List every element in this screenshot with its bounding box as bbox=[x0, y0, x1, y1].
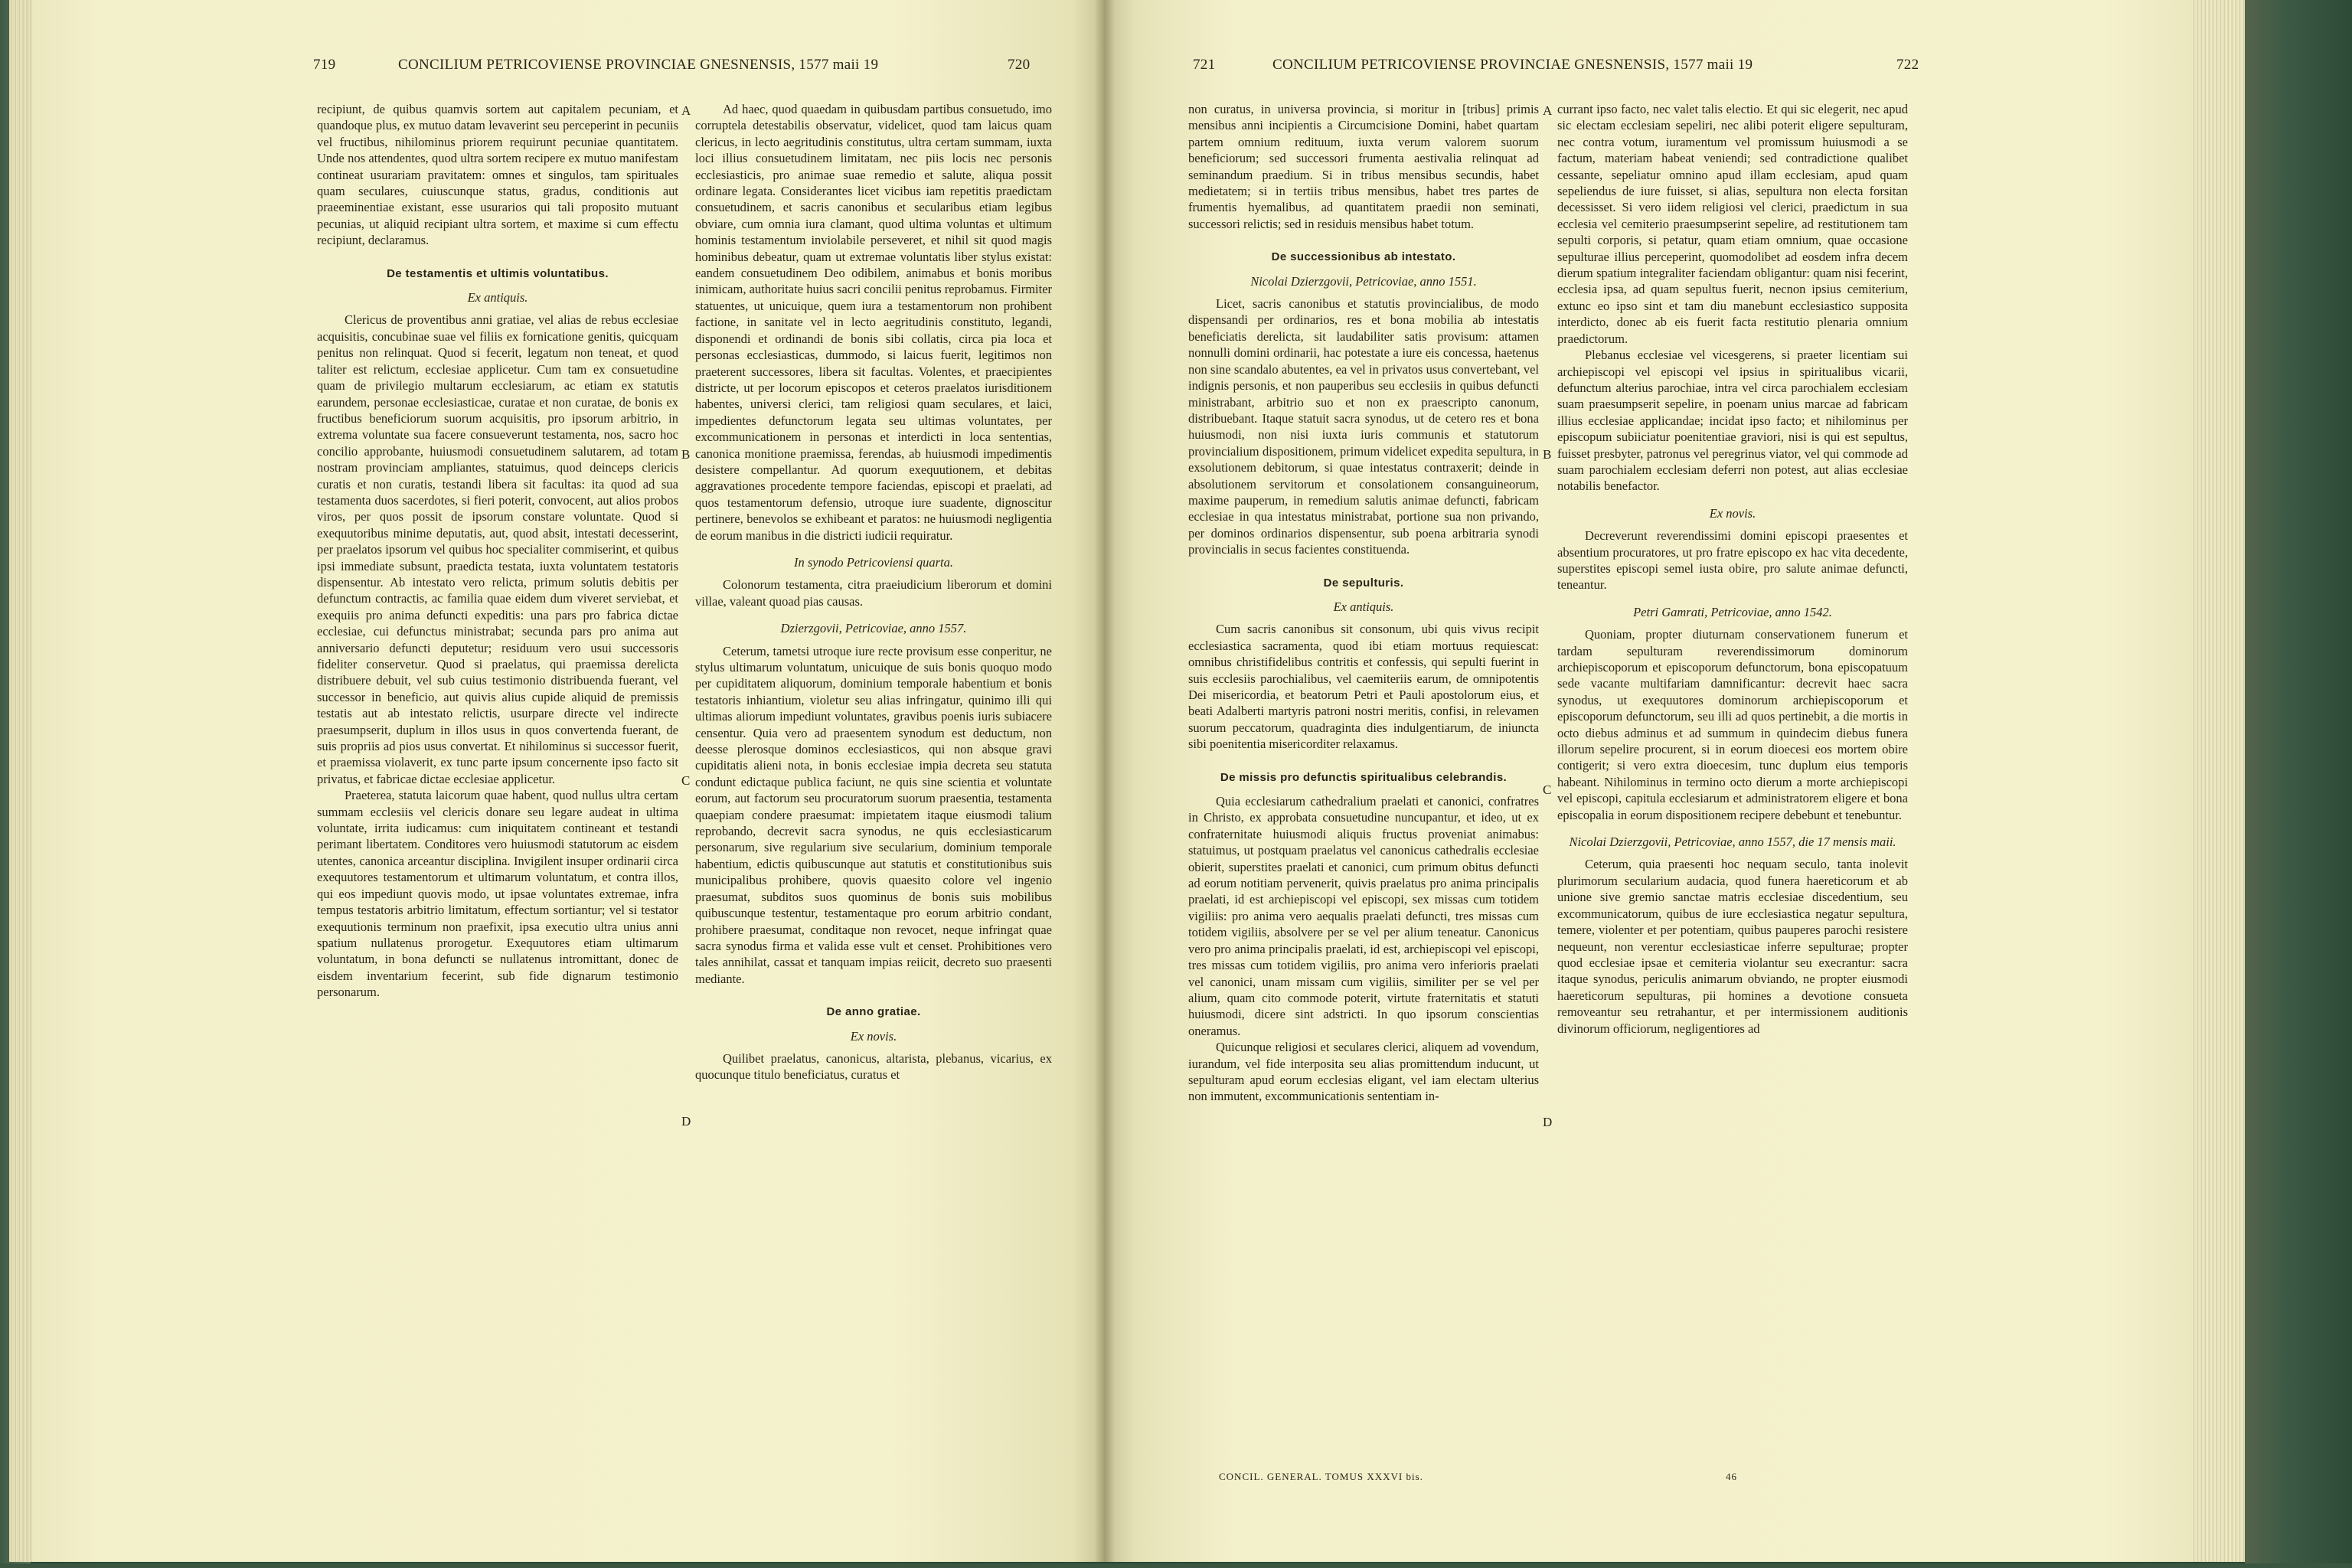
page-number-720: 720 bbox=[1008, 57, 1031, 73]
margin-letter-c: C bbox=[681, 773, 691, 788]
page-number-719: 719 bbox=[313, 57, 336, 73]
section-heading: De successionibus ab intestato. bbox=[1271, 250, 1456, 264]
paragraph: Ceterum, tametsi utroque iure recte provisum esse conperitur, ne stylus ultimarum voluntatum, unicuique de suis bonis quoquo modo per cupiditatem aliquorum, dominium temporale habentium et bonis testatoris inhiantium, violetur seu alias infringatur, quinimo illi qui ultimas aliorum impediunt voluntates, gravibus poenis iuris subiacere censentur. Quia vero ad praesentem synodum est deductum, non deesse plerosque dominos ecclesiasticos, qui non absque gravi cupiditatis alieni nota, in bonis ecclesiae impia decreta seu statuta condunt edictaque publica faciunt, ne quis sine scientia et voluntate eorum, aut factorum seu procuratorum suorum praesentia, testamenta quaepiam condere praesumat: impietatem itaque eiusmodi talium reprobando, decrevit sacra synodus, ne quis ecclesiasticarum personarum, sive regularium sive secularium, dominium temporale habentium, edictis quibuscunque aut statutis et constitutionibus suis municipalibus prohibere, quovis quaesito colore vel ingenio praesumat, subditos suos quominus de bonis suis mobilibus quibuscunque testentur, testamentaque pro eorum arbitrio condant, prohibere praesumat, conditaque non revocet, neque infringat quae sacra synodus firma et valida esse vult et censet. Prohibitiones vero tales annihilat, cassat et tanquam impias reiicit, decreto suo praesenti mediante. bbox=[695, 643, 1052, 986]
running-title-right: CONCILIUM PETRICOVIENSE PROVINCIAE GNESNENSIS, 1577 maii 19 bbox=[1272, 57, 1753, 73]
margin-letter-d: D bbox=[681, 1114, 691, 1129]
paragraph: Decreverunt reverendissimi domini episcopi praesentes et absentium procuratores, ut pro fratre episcopo ex hac vita decedente, superstites episcopi semel iusta obire, pro salute animae defuncti, teneantur. bbox=[1557, 528, 1908, 593]
margin-letter-b: B bbox=[1543, 447, 1552, 462]
margin-letter-c: C bbox=[1543, 782, 1552, 797]
column-721 bbox=[1188, 101, 1539, 1105]
scanner-background-right bbox=[2245, 0, 2352, 1568]
column-720 bbox=[695, 101, 1052, 1083]
section-heading: De missis pro defunctis spiritualibus celebrandis. bbox=[1220, 770, 1508, 784]
page-edges-left bbox=[9, 0, 32, 1562]
paragraph: recipiunt, de quibus quamvis sortem aut capitalem pecuniam, et quandoque plus, ex mutuo datam levaverint seu perceperint in pecuniis vel fructibus, nihilominus priorem requirunt pecuniae quantitatem. Unde nos attendentes, quod ultra sortem recipere ex mutuo manifestam contineat usurariam pravitatem: omnes et singulos, tam spirituales quam seculares, cuiuscunque status, gradus, conditionis aut praeeminentiae existant, esse usurarios qui tali proposito mutuant pecunias, ut aliquid recipiant ultra sortem, et maxime si cum effectu recipiunt, declaramus. bbox=[317, 102, 678, 248]
paragraph: non curatus, in universa provincia, si moritur in [tribus] primis mensibus anni incipientis a Circumcisione Domini, habet quartam partem omnium redituum, iuxta verum valorem suorum beneficiorum; sed successori frumenta aestivalia relinquat ad seminandum praedium. Si in tribus mensibus secundis, habet medietatem; si in tertiis tribus mensibus, habet tres partes de frumentis hyemalibus, ad quantitatem praedii non seminati, successori relictis; sed in residuis mensibus habet totum. bbox=[1188, 102, 1539, 231]
section-subheading: Dzierzgovii, Petricoviae, anno 1557. bbox=[780, 621, 967, 636]
paragraph: Ceterum, quia praesenti hoc nequam seculo, tanta inolevit plurimorum secularium audacia, quod funera haereticorum et ab unione sive gremio sanctae matris ecclesiae discedentium, seu excommunicatorum, quibus de iure ecclesiastica negatur sepultura, temere, violenter et per potentiam, quibus pauperes parochi resistere nequeunt, non verentur ecclesiasticae inferre sepulturae; propter quod ecclesiae ipsae et cemiteria violantur seu execrantur: sacra itaque synodus, periculis animarum obviando, ne propter eiusmodi haereticorum sepulturas, pii homines a devotione consueta removeantur seu retrahantur, et per intermissionem auditionis divinorum officiorum, negligentiores ad bbox=[1557, 857, 1908, 1036]
column-722 bbox=[1557, 101, 1908, 1037]
margin-letter-b: B bbox=[681, 447, 691, 462]
section-heading: De sepulturis. bbox=[1323, 576, 1404, 590]
paragraph: Quilibet praelatus, canonicus, altarista, plebanus, vicarius, ex quocunque titulo beneficiatus, curatus et bbox=[695, 1050, 1052, 1083]
section-subheading: In synodo Petricoviensi quarta. bbox=[793, 554, 954, 570]
book-gutter bbox=[1095, 0, 1115, 1562]
section-subheading: Ex novis. bbox=[850, 1028, 897, 1044]
footer-sheet-number: 46 bbox=[1726, 1471, 1737, 1482]
page-number-721: 721 bbox=[1193, 57, 1216, 73]
scanner-background-bottom bbox=[0, 1563, 2352, 1568]
paragraph: Quicunque religiosi et seculares clerici, aliquem ad vovendum, iurandum, vel fide interposita seu alias promittendum inducunt, ut sepulturam apud eorum ecclesias eligant, vel iam electam ulterius non immutent, excommunicationis sententiam in- bbox=[1188, 1040, 1539, 1104]
paragraph: Cum sacris canonibus sit consonum, ubi quis vivus recipit ecclesiastica sacramenta, quod ibi etiam mortuus requiescat: omnibus christifidelibus contritis et confessis, qui sepulti fuerint in suis ecclesiis parochialibus, vel caemiteriis earum, de omnipotentis Dei misericordia, et beatorum Petri et Pauli apostolorum eius, et beati Adalberti martyris patroni nostri meritis, confisi, in relevamen suorum peccatorum, quadraginta dies indulgentiarum, de iniuncta sibi poenitentia misericorditer relaxamus. bbox=[1188, 622, 1539, 752]
section-heading: De anno gratiae. bbox=[826, 1005, 921, 1019]
paragraph: Praeterea, statuta laicorum quae habent, quod nullus ultra certam summam ecclesiis vel clericis donare seu legare audeat in ultima voluntate, irrita iudicamus: cum iniquitatem contineant et testandi perimant libertatem. Conditores vero huiusmodi statutorum ac eisdem utentes, canonica arceantur disciplina. Invigilent insuper ordinarii circa exequutores testamentorum et ultimarum voluntatum, et contra illos, qui eos impediunt quovis modo, ut ipsae voluntates extremae, infra tempus testatoris arbitrio limitatum, effectum sortiantur; vel si testator exequutionis terminum non praefixit, ipsa executio ultra unius anni spatium nullatenus prorogetur. Exequutores etiam ultimarum voluntatum, in bona defuncti se nullatenus intromittant, donec de eisdem inventarium fecerint, sub fide dignarum testimonio personarum. bbox=[317, 788, 678, 1000]
section-heading: De testamentis et ultimis voluntatibus. bbox=[387, 266, 609, 280]
page-edges-right bbox=[2191, 0, 2245, 1562]
margin-letter-d: D bbox=[1543, 1115, 1553, 1129]
margin-letter-a: A bbox=[1543, 103, 1553, 118]
paragraph: Ad haec, quod quaedam in quibusdam partibus consuetudo, imo corruptela detestabilis observatur, videlicet, quod tam laicus quam clericus, in lecto aegritudinis constitutus, ultra certam summam, iuxta loci illius consuetudinem limitatam, nec piis locis nec personis ecclesiasticis, pro animae suae remedio et salute, aliqua possit ordinare legata. Considerantes licet vicibus iam repetitis praedictam consuetudinem, et sacris canonibus et secularibus etiam legibus obviare, cum omnia iura clamant, quod ultima voluntas et ultimum hominis testamentum inviolabile perseveret, et nihil sit quod magis hominibus debeatur, quam ut extremae voluntatis liber stylus existat: eandem consuetudinem Deo odibilem, animabus et bonis moribus inimicam, authoritate huius sacri concilii penitus reprobamus. Firmiter statuentes, ut unicuique, quem iura a testamentorum non prohibent factione, in sanitate vel in lecto aegritudinis constituto, legandi, disponendi et ordinandi de bonis sibi collatis, circa pia loca et personas ecclesiasticas, dummodo, si laicus fuerit, legitimos non praeterent successores, libera sit facultas. Volentes, et praecipientes districte, ut per locorum episcopos et ceteros praelatos iurisditionem habentes, universi clerici, tam religiosi quam seculares, et laici, impedientes defunctorum legata seu ultimas voluntates, per excommunicationem in personas et interdicti in loca sententias, canonica monitione praemissa, ferendas, ab huiusmodi impedimentis desistere compellantur. Ad quorum exequutionem, et debitas aggravationes procedente tempore faciendas, episcopi et praelati, ad quos testamentorum defensio, utroque iure suadente, dignoscitur pertinere, benevolos se exhibeant et paratos: ne huiusmodi negligentia de eorum manibus in die districti iudicii requiratur. bbox=[695, 102, 1053, 543]
section-subheading: Ex antiquis. bbox=[1333, 599, 1394, 614]
section-subheading: Ex novis. bbox=[1709, 505, 1756, 521]
paragraph: Clericus de proventibus anni gratiae, vel alias de rebus ecclesiae acquisitis, concubinae suae vel filiis ex fornicatione genitis, quicquam penitus non relinquat. Quod si fecerit, legatum non teneat, et quod taliter est relictum, ecclesiae applicetur. Cum tam ex consuetudine quam de privilegio multarum ecclesiarum, ac etiam ex statutis earundem, personae ecclesiasticae, curatae et non curatae, de bonis ex fructibus beneficiorum suorum acquisitis, pro ipsorum arbitrio, in extrema voluntate sua facere consueverunt testamenta, nos, sacro hoc concilio approbante, huiusmodi consuetudinem salutarem, ad totam nostram provinciam ampliantes, statuimus, quod deinceps clericis curatis et non curatis, testandi libera sit facultas: ita quod ad sua testamenta duos sacerdotes, si fieri poterit, convocent, aut alios probos viros, per quos possit de ipsorum constare voluntate. Quod si exequutoribus minime deputatis, aut, quod absit, intestati decesserint, per praelatos ipsorum vel quibus hoc specialiter commiserint, et quibus ipsi immediate subsunt, praedicta testata, iuxta voluntatem testatoris dispensentur. Ab intestato vero relicta, primum solutis debitis per defunctum contractis, ac familia quae eidem dum viveret serviebat, et exequiis pro anima defuncti expeditis: una pars pro fabrica dictae ecclesiae, cui defunctus ministrabat; secunda pars pro anima aut anniversario defuncti deputetur; residuum vero usui successoris fideliter conservetur. Quod si praelatus, qui praemissa derelicta distribuere debuit, vel sub cuius testimonio distribuenda fuerant, vel successor in beneficio, aut quivis alius cupide aliquid de premissis testatis aut ab intestato relictis, usurpare directe vel indirecte praesumpserit, duplum in illos usus in quos convertenda fuerant, de suis propriis ad pios usus convertat. Et nihilominus si successor fuerit, et praemissa violaverit, ex tunc parte ipsum concernente ipso facto sit privatus, et fabricae dictae ecclesiae applicetur. bbox=[317, 312, 678, 786]
margin-letter-a: A bbox=[681, 103, 691, 118]
section-subheading: Nicolai Dzierzgovii, Petricoviae, anno 1557, die 17 mensis maii. bbox=[1569, 835, 1896, 850]
running-title-left: CONCILIUM PETRICOVIENSE PROVINCIAE GNESNENSIS, 1577 maii 19 bbox=[398, 57, 879, 73]
open-book bbox=[9, 0, 2245, 1562]
left-page bbox=[32, 0, 1104, 1562]
paragraph: Quoniam, propter diuturnam conservationem funerum et tardam sepulturam reverendissimorum dominorum archiepiscoporum et episcoporum defunctorum, bona episcopatuum sede vacante multifariam damnificantur: decrevit haec sacra synodus, ut exequutores dominorum archiepiscoporum et episcoporum defunctorum, seu illi ad quos pertinebit, a die mortis in octo diebus adminus et ad summum in quindecim diebus funera illorum sepelire procurent, si in eorum dioecesi eos mortem obire contigerit; si vero extra dioecesim, tunc duplum eius temporis habeant. Nihilominus in termino octo dierum a morte archiepiscopi vel episcopi, capitula ecclesiarum et administratorem eligere et bona episcopalia in eorum dispositionem recipere debebunt et tenebuntur. bbox=[1557, 627, 1908, 822]
paragraph: currant ipso facto, nec valet talis electio. Et qui sic elegerit, nec apud sic electam ecclesiam sepeliri, nec alibi poterit eligere sepulturam, nec contra votum, iuramentum vel promissum huiusmodi a se factum, materiam habeat veniendi; sed contradictione qualibet cessante, sepeliatur omnino apud illam ecclesiam, apud quam sepeliendus de iure fuisset, si alias, sepultura non electa forsitan decessisset. Si vero iidem religiosi vel clerici, praedictum in sua ecclesia vel cemiterio praesumpserint sepelire, ad restitutionem tam sepulti corporis, si petatur, quam etiam omnium, quae occasione sepulturae illius perceperint, quomodolibet ad eosdem infra decem dierum spatium integraliter faciendam obligantur: quam nisi fecerint, ecclesia ipsa, ad quam sepultus fuerit, necnon ipsius cemiterium, extunc eo ipso sint et tam diu manebunt ecclesiastico supposita interdicto, donec ab eis fuerit facta restitutio plenaria omnium praedictorum. bbox=[1557, 102, 1908, 346]
right-page bbox=[1104, 0, 2191, 1562]
footer-signature: CONCIL. GENERAL. TOMUS XXXVI bis. bbox=[1219, 1471, 1423, 1482]
paragraph: Quia ecclesiarum cathedralium praelati et canonici, confratres in Christo, ex approbata consuetudine nuncupantur, et ideo, ut ex confraternitate huiusmodi aliquis fructus proveniat animabus: statuimus, ut postquam praelatus vel canonicus cathedralis ecclesiae obierit, superstites praelati et canonici, cum primum obitus defuncti ad eorum notitiam pervenerit, quivis praelatus pro anima principalis praelati, id est archiepiscopi vel episcopi, sex missas cum totidem vigiliis: pro anima vero aequalis praelati defuncti, tres missas cum totidem vigiliis, absolvere per se vel per alium teneatur. Canonicus vero pro anima principalis praelati, id est, archiepiscopi vel episcopi, tres missas cum totidem vigiliis, pro anima vero inferioris praelati vel canonici, unam missam cum vigiliis, similiter per se vel per alium, quam cito commode poterit, virtute fraternitatis et statuti huiusmodi, dicere sint adstricti. In quo ipsorum conscientias oneramus. bbox=[1188, 794, 1539, 1038]
page-number-722: 722 bbox=[1896, 57, 1919, 73]
column-719 bbox=[317, 101, 678, 1001]
section-subheading: Petri Gamrati, Petricoviae, anno 1542. bbox=[1633, 604, 1832, 619]
paragraph: Plebanus ecclesiae vel vicesgerens, si praeter licentiam sui archiepiscopi vel episcopi vel ipsius in spiritualibus vicarii, defunctum alterius parochiae, intra vel circa parochialem ecclesiam suam praesumpserit sepelire, in poenam unius marcae ad fabricam illius ecclesiae applicandae; incidat ipso facto; et nihilominus per episcopum subiiciatur poenitentiae graviori, nisi is qui est sepultus, fuisset presbyter, patronus vel peregrinus viator, vel qui commode ad suam parochialem ecclesiam deferri non potest, aut alias ecclesiae notabilis benefactor. bbox=[1557, 348, 1908, 494]
paragraph: Licet, sacris canonibus et statutis provincialibus, de modo dispensandi per ordinarios, res et bona mobilia ab intestatis beneficiatis derelicta, sit laudabiliter satis provisum: attamen nonnulli domini ordinarii, hac potestate a iure eis concessa, haetenus non sine scandalo abutentes, ea vel in privatos usus convertebant, vel indignis personis, et non pauperibus seu ecclesiis in quibus defuncti ministrabant, arbitrio suo et non ex praescripto canonum, distribuebant. Itaque statuit sacra synodus, ut de cetero res et bona huiusmodi, non nisi iuxta iuris communis et statutorum provincialium dispositionem, primum videlicet expedita sepultura, in exsolutionem debitorum, si quae intestatus contraxerit; deinde in absolutionem servitorum et consolationem consanguineorum, maxime pauperum, in remedium salutis animae defuncti, fabricam ecclesiae in qua intestatus ministrabat, portione sua non privando, per dominos ordinarios dispensentur, sub poena arbitraria synodi provincialis in secus facientes constituenda. bbox=[1188, 296, 1539, 557]
section-subheading: Nicolai Dzierzgovii, Petricoviae, anno 1551. bbox=[1250, 273, 1477, 289]
section-subheading: Ex antiquis. bbox=[467, 290, 528, 305]
paragraph: Colonorum testamenta, citra praeiudicium liberorum et domini villae, valeant quoad pias causas. bbox=[695, 577, 1052, 609]
